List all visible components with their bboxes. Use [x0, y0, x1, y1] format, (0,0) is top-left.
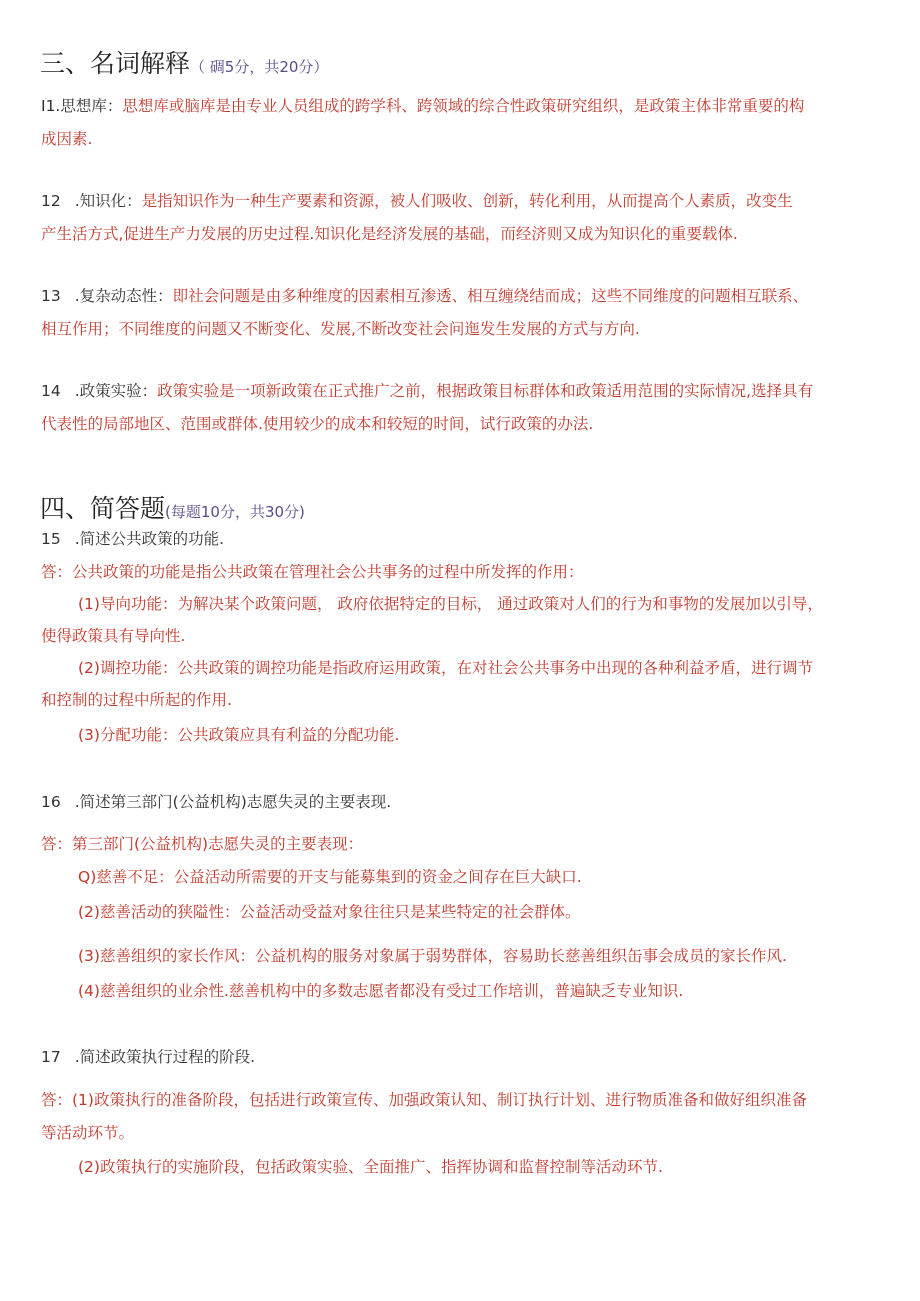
q16-point2: (2)慈善活动的狭隘性：公益活动受益对象往往只是某些特定的社会群体。: [78, 903, 581, 921]
q15-point2-line1: (2)调控功能：公共政策的调控功能是指政府运用政策，在对社会公共事务中出现的各种利益矛盾，进行调节: [78, 659, 813, 677]
term-11-line2: 成因素.: [41, 130, 93, 148]
q15-text: .简述公共政策的功能.: [74, 530, 225, 548]
q16-intro: 答：第三部门(公益机构)志愿失灵的主要表现：: [41, 835, 364, 853]
term-13-line1: [41, 286, 808, 306]
q17-point2: (2)政策执行的实施阶段，包括政策实验、全面推广、指挥协调和监督控制等活动环节.: [78, 1158, 663, 1176]
q16-point3: (3)慈善组织的家长作风：公益机构的服务对象属于弱势群体，容易助长慈善组织缶事会成员的家长作风.: [78, 947, 787, 965]
section4-score: (每题10分，共30分): [165, 503, 305, 521]
q16-text: .简述第三部门(公益机构)志愿失灵的主要表现.: [74, 793, 392, 811]
q15-point1-line2: 使得政策具有导向性.: [41, 627, 186, 645]
term-13-line2: 相互作用；不同维度的问题又不断变化、发展,不断改变社会问迤发生发展的方式与方向.: [41, 320, 640, 338]
term-14-number: 14: [41, 382, 61, 400]
q17-number: 17: [41, 1048, 61, 1066]
term-14-line2: 代表性的局部地区、范围或群体.使用较少的成本和较短的时间，试行政策的办法.: [41, 415, 594, 433]
q16-point1: Q)慈善不足：公益活动所需要的开支与能募集到的资金之间存在巨大缺口.: [78, 868, 582, 886]
section3-heading: [40, 44, 328, 80]
q16-question: [41, 792, 391, 812]
q17-point1-line2: 等活动环节。: [41, 1124, 135, 1142]
term-11-definition: 思想库或脑库是由专业人员组成的跨学科、跨领域的综合性政策研究组织，是政策主体非常重要的构: [122, 97, 805, 115]
q15-question: [41, 529, 224, 549]
term-14-definition: 政策实验是一项新政策在正式推广之前，根据政策目标群体和政策适用范围的实际情况,选择具有: [157, 382, 814, 400]
term-14-line1: [41, 381, 813, 401]
term-12-label: .知识化：: [74, 192, 142, 210]
q15-intro: 答：公共政策的功能是指公共政策在管理社会公共事务的过程中所发挥的作用：: [41, 563, 584, 581]
term-12-line2: 产生活方式,促进生产力发展的历史过程.知识化是经济发展的基础，而经济则又成为知识化的重要载体.: [41, 225, 738, 243]
q15-point1-line1: (1)导向功能：为解决某个政策问题， 政府依据特定的目标， 通过政策对人们的行为和事物的发展加以引导，: [78, 595, 823, 613]
q16-number: 16: [41, 793, 61, 811]
q15-number: 15: [41, 530, 61, 548]
section4-title: 四、简答题: [40, 494, 166, 523]
section3-score: （ 碉5分，共20分）: [190, 58, 329, 76]
term-13-label: .复杂动态性：: [74, 287, 173, 305]
term-11-line1: [41, 96, 804, 116]
term-12-definition: 是指知识作为一种生产要素和资源，被人们吸收、创新，转化利用，从而提高个人素质，改变生: [141, 192, 793, 210]
q15-point2-line2: 和控制的过程中所起的作用.: [41, 691, 232, 709]
q17-point1-line1: 答：(1)政策执行的准备阶段，包括进行政策宣传、加强政策认知、制订执行计划、进行物质准备和做好组织准备: [41, 1091, 807, 1109]
q17-question: [41, 1047, 255, 1067]
section3-title: 三、名词解释: [40, 49, 191, 78]
term-13-number: 13: [41, 287, 61, 305]
term-13-definition: 即社会问题是由多种维度的因素相互渗透、相互缠绕结而成；这些不同维度的问题相互联系、: [172, 287, 809, 305]
term-12-line1: [41, 191, 793, 211]
section4-heading: [40, 489, 305, 525]
term-12-number: 12: [41, 192, 61, 210]
q15-point3: (3)分配功能：公共政策应具有利益的分配功能.: [78, 726, 400, 744]
term-11-label: I1.思想库：: [41, 97, 123, 115]
q16-point4: (4)慈善组织的业余性.慈善机构中的多数志愿者都没有受过工作培训，普遍缺乏专业知识.: [78, 982, 684, 1000]
q17-text: .简述政策执行过程的阶段.: [74, 1048, 256, 1066]
term-14-label: .政策实验：: [74, 382, 158, 400]
